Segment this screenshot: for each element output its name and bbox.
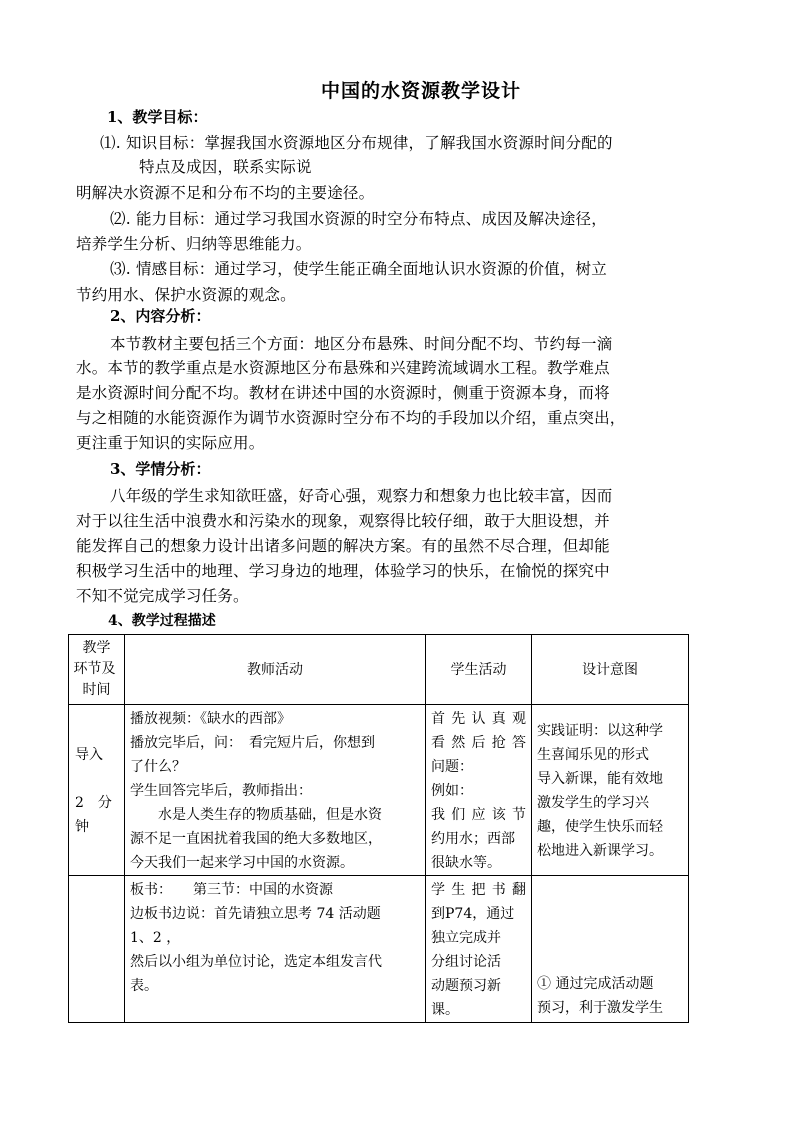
header-stage-text: 时间	[82, 682, 111, 698]
row1-student-line: 首先认真观	[431, 711, 526, 727]
row1-design-line: 生喜闻乐见的形式	[537, 747, 649, 763]
objectives-emotion-line: ⑶. 情感目标：通过学习，使学生能正确全面地认识水资源的价值，树立	[110, 260, 607, 278]
students-paragraph-line: 对于以往生活中浪费水和污染水的现象，观察得比较仔细，敢于大胆设想，并	[76, 512, 610, 530]
content-paragraph-line: 与之相随的水能资源作为调节水资源时空分布不均的手段加以介绍，重点突出，	[76, 409, 626, 427]
row1-student-line: 问题：	[431, 759, 473, 775]
teaching-process-table	[68, 634, 689, 1023]
row2-teacher-line: 1、2 ，	[130, 930, 181, 946]
table-header-row	[69, 635, 689, 705]
row2-stage-cell	[69, 876, 125, 1023]
header-stage-text: 教学	[82, 640, 111, 656]
header-stage-cell	[69, 635, 125, 705]
row2-teacher-line: 表。	[130, 978, 158, 994]
students-paragraph-line: 能发挥自己的想象力设计出诸多问题的解决方案。有的虽然不尽合理，但却能	[76, 537, 610, 555]
row2-teacher-line: 然后以小组为单位讨论，选定本组发言代	[130, 954, 382, 970]
row2-teacher-line: 板书： 第三节：中国的水资源	[130, 882, 333, 898]
header-stage-text: 环节及	[73, 661, 116, 677]
row1-stage-cell	[69, 705, 125, 876]
students-paragraph-line: 积极学习生活中的地理、学习身边的地理，体验学习的快乐，在愉悦的探究中	[76, 562, 610, 580]
students-paragraph-line: 不知不觉完成学习任务。	[76, 587, 249, 605]
students-heading: 3、学情分析：	[110, 460, 211, 478]
content-paragraph-line: 水。本节的教学重点是水资源地区分布悬殊和兴建跨流域调水工程。教学难点	[76, 359, 610, 377]
row1-stage-text: 钟	[75, 819, 89, 835]
row2-teacher-cell	[125, 876, 426, 1023]
row2-teacher-line: 边板书边说：首先请独立思考 74 活动题	[130, 906, 381, 922]
row1-student-line: 例如：	[431, 783, 473, 799]
header-teacher-cell: 教师活动	[125, 635, 426, 705]
students-paragraph-line: 八年级的学生求知欲旺盛，好奇心强，观察力和想象力也比较丰富，因而	[110, 487, 613, 505]
document-title: 中国的水资源教学设计	[320, 80, 521, 102]
row2-student-line: 课。	[431, 1002, 459, 1018]
row1-teacher-line: 播放视频：《缺水的西部》	[130, 711, 291, 727]
objectives-ability-line: ⑵. 能力目标：通过学习我国水资源的时空分布特点、成因及解决途径，	[110, 210, 607, 228]
row1-student-line: 我们应该节	[431, 807, 526, 823]
objectives-ability-line: 培养学生分析、归纳等思维能力。	[76, 235, 312, 253]
row1-teacher-line: 水是人类生存的物质基础，但是水资	[130, 807, 382, 823]
row2-student-line: 学生把书翻	[431, 882, 526, 898]
row2-student-line: 分组讨论活	[431, 954, 501, 970]
objectives-heading: 1、教学目标：	[107, 108, 208, 126]
table-row	[69, 705, 689, 876]
objectives-knowledge-line: 特点及成因，联系实际说	[139, 158, 312, 176]
row1-teacher-line: 源不足一直困扰着我国的绝大多数地区，	[130, 831, 382, 847]
row1-design-cell	[532, 705, 689, 876]
row1-design-line: 实践证明：以这种学	[537, 723, 663, 739]
content-paragraph-line: 更注重于知识的实际应用。	[76, 434, 265, 452]
header-student-cell: 学生活动	[426, 635, 532, 705]
row1-stage-text: 导入	[75, 747, 103, 763]
process-heading: 4、教学过程描述	[108, 613, 216, 629]
row1-student-line: 约用水；西部	[431, 831, 515, 847]
row1-design-line: 松地进入新课学习。	[537, 843, 663, 859]
row1-stage-text: 2 分	[75, 795, 112, 811]
row1-teacher-line: 学生回答完毕后，教师指出：	[130, 783, 312, 799]
row2-student-line: 动题预习新	[431, 978, 501, 994]
objectives-knowledge-line: ⑴. 知识目标：掌握我国水资源地区分布规律，了解我国水资源时间分配的	[100, 134, 613, 152]
row1-student-cell	[426, 705, 532, 876]
objectives-emotion-line: 节约用水、保护水资源的观念。	[76, 286, 296, 304]
row1-student-line: 看然后抢答	[431, 735, 526, 751]
row2-student-line: 独立完成并	[431, 930, 501, 946]
row1-teacher-line: 今天我们一起来学习中国的水资源。	[130, 855, 354, 871]
row1-teacher-line: 了什么？	[130, 759, 186, 775]
row2-student-line: 到P74，通过	[431, 906, 515, 922]
content-paragraph-line: 是水资源时间分配不均。教材在讲述中国的水资源时，侧重于资源本身，而将	[76, 384, 610, 402]
row2-student-cell	[426, 876, 532, 1023]
row1-design-line: 导入新课，能有效地	[537, 771, 663, 787]
row1-teacher-cell	[125, 705, 426, 876]
row1-teacher-line: 播放完毕后，问： 看完短片后，你想到	[130, 735, 375, 751]
table-row	[69, 876, 689, 1023]
row1-design-line: 趣，使学生快乐而轻	[537, 819, 663, 835]
row1-student-line: 很缺水等。	[431, 855, 501, 871]
content-paragraph-line: 本节教材主要包括三个方面：地区分布悬殊、时间分配不均、节约每一滴	[110, 335, 613, 353]
content-heading: 2、内容分析：	[110, 307, 211, 325]
row2-design-line: 预习，利于激发学生	[537, 1000, 663, 1016]
row2-design-line: ① 通过完成活动题	[537, 976, 654, 992]
row2-design-cell	[532, 876, 689, 1023]
header-design-cell: 设计意图	[532, 635, 689, 705]
objectives-knowledge-line: 明解决水资源不足和分布不均的主要途径。	[76, 184, 375, 202]
row1-design-line: 激发学生的学习兴	[537, 795, 649, 811]
